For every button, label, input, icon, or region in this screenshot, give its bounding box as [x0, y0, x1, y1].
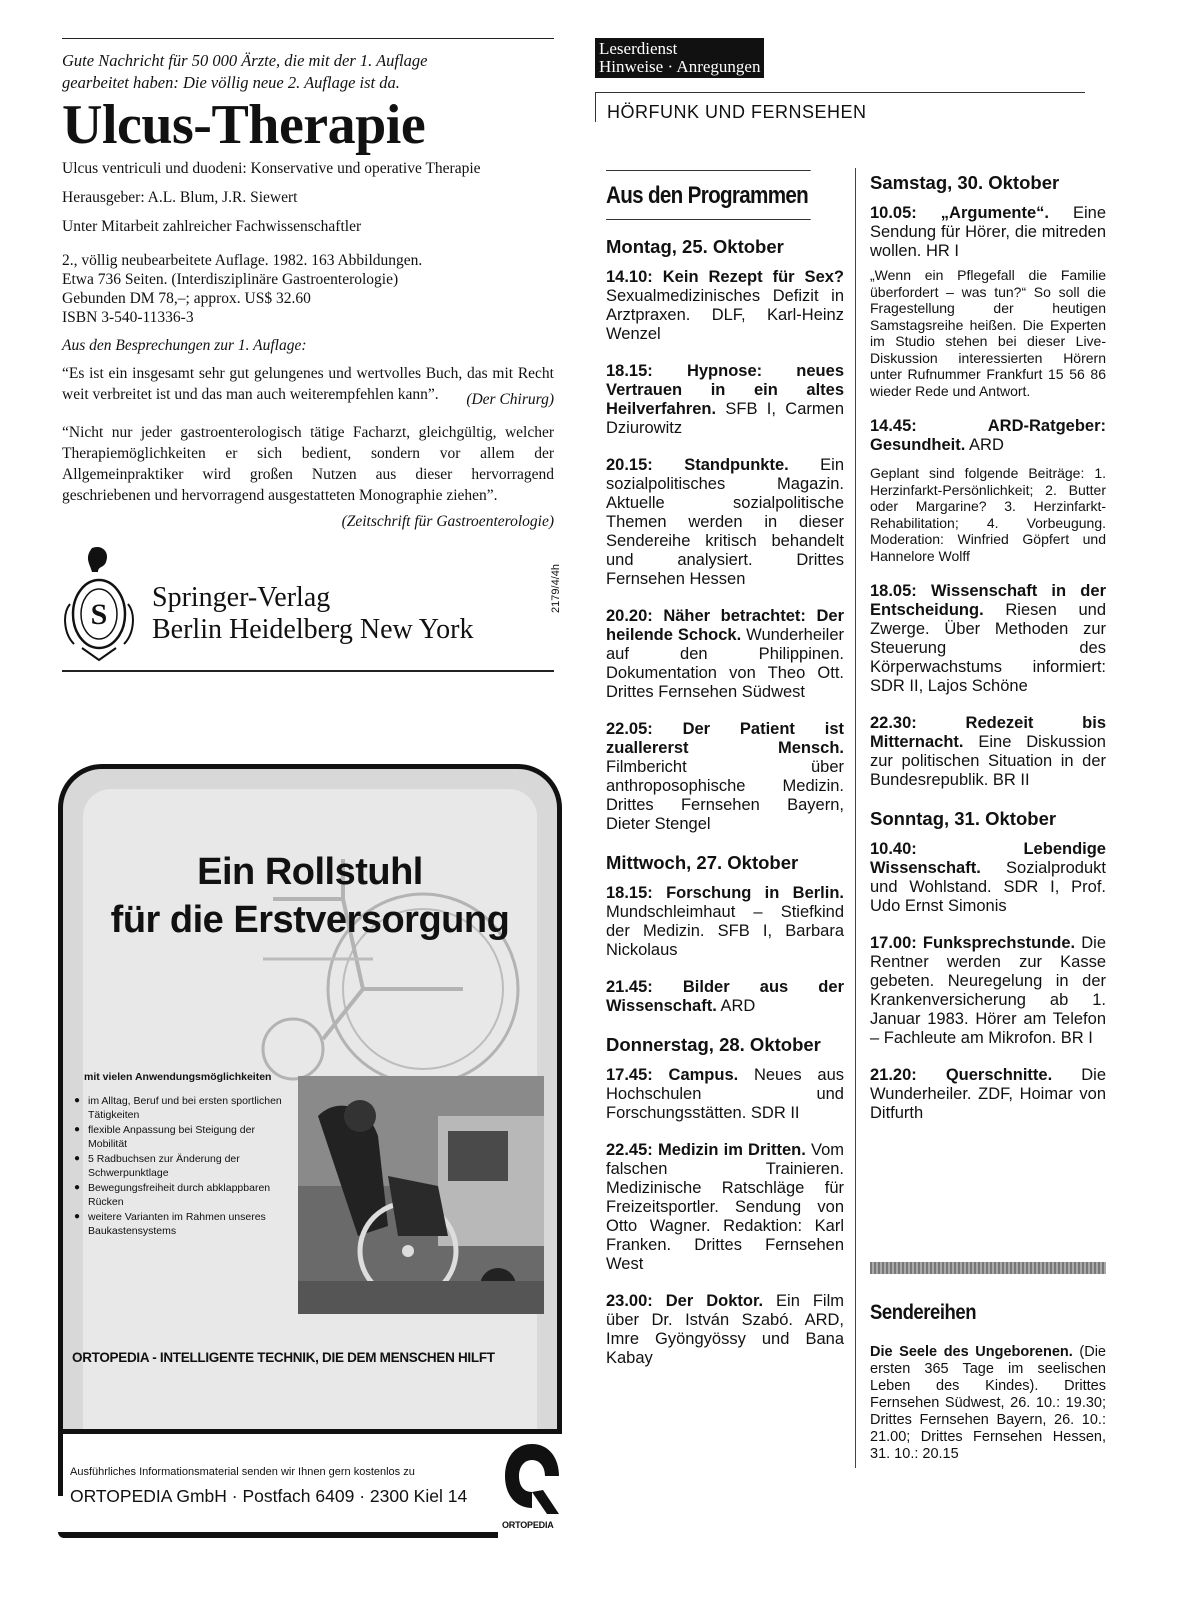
program-entry — [606, 978, 844, 1016]
feature-item: ● Bewegungsfreiheit durch abklappbaren Rücken — [74, 1181, 294, 1209]
program-entry — [870, 840, 1106, 916]
program-description: ARD — [965, 436, 1004, 454]
program-entry — [606, 362, 844, 438]
publisher-name: Springer-Verlag — [152, 582, 331, 613]
header-rule — [595, 92, 1085, 93]
frame-left-edge — [58, 1418, 63, 1496]
feature-item: ● weitere Varianten im Rahmen unseres Baukastensystems — [74, 1210, 294, 1238]
ortopedia-logo-text: ORTOPEDIA — [502, 1520, 554, 1530]
program-entry — [606, 1141, 844, 1274]
info-line: Ausführliches Informationsmaterial senden wir Ihnen gern kostenlos zu — [70, 1466, 415, 1478]
reviews-heading: Aus den Besprechungen zur 1. Auflage: — [62, 337, 307, 354]
program-time-title: 21.45: Bilder aus der Wissenschaft. — [606, 978, 844, 1015]
program-description: Vom falschen Trainieren. Medizinische Ratschläge für Freizeitsportler. Sendung von Otto Wagner. Redaktion: Karl Franken. Drittes Fernsehen West — [606, 1141, 844, 1273]
program-description: Sexualmedizinisches Defizit in Arztpraxen. DLF, Karl-Heinz Wenzel — [606, 287, 844, 343]
program-entry — [606, 607, 844, 702]
program-time-title: 14.45: ARD-Ratgeber: Gesundheit. — [870, 417, 1106, 454]
header-vertical-rule — [595, 92, 596, 122]
program-time-title: 18.05: Wissenschaft in der Entscheidung. — [870, 582, 1106, 619]
program-entry — [870, 934, 1106, 1048]
program-note: „Wenn ein Pflegefall die Familie überfordert – was tun?“ So soll die Fragestellung der heutigen Samstagsreihe heißen. Die Experten im Studio stehen bei dieser Live-Diskussion interessierten Hörern unter Rufnummer Frankfurt 15 56 86 wieder Rede und Antwort. — [870, 267, 1106, 399]
program-time-title: 10.40: Lebendige Wissenschaft. — [870, 840, 1106, 877]
series-description: (Die ersten 365 Tage im seelischen Leben des Kindes). Drittes Fernsehen Südwest, 26. 10.: 19.30; Drittes Fernsehen Bayern, 26. 10.: 21.00; Drittes Fernsehen Hessen, 31. 10.: 20.15 — [870, 1344, 1106, 1462]
fact-pages: Etwa 736 Seiten. (Interdisziplinäre Gastroenterologie) — [62, 271, 399, 288]
program-entry — [870, 582, 1106, 696]
tagline-line-2: gearbeitet haben: Die völlig neue 2. Auflage ist da. — [62, 73, 400, 92]
feature-item: ● flexible Anpassung bei Steigung der Mobilität — [74, 1123, 294, 1151]
program-column-2 — [870, 172, 1106, 1141]
headline-line-2: für die Erstversorgung — [110, 899, 510, 941]
program-description: Sozialprodukt und Wohlstand. SDR I, Prof. Udo Ernst Simonis — [870, 859, 1106, 915]
ad-headline — [58, 848, 562, 944]
program-entry — [870, 204, 1106, 261]
program-time-title: 18.15: Forschung in Berlin. — [606, 884, 844, 902]
review-source-2: (Zeitschrift für Gastroenterologie) — [341, 513, 554, 530]
ad-code: 2179/4/4h — [550, 564, 562, 613]
book-collaboration: Unter Mitarbeit zahlreicher Fachwissenschaftler — [62, 218, 362, 235]
program-description: Ein Film über Dr. István Szabó. ARD, Imre Gyöngyössy und Bana Kabay — [606, 1292, 845, 1367]
program-description: Eine Sendung für Hörer, die mitreden wollen. HR I — [870, 204, 1106, 260]
program-time-title: 17.00: Funksprechstunde. — [870, 934, 1076, 952]
program-time-title: 20.15: Standpunkte. — [606, 456, 789, 474]
day-heading-thursday: Donnerstag, 28. Oktober — [606, 1034, 821, 1055]
program-description: Eine Diskussion zur politischen Situation in der Bundesrepublik. BR II — [870, 733, 1106, 789]
program-description: Die Wunderheiler. ZDF, Hoimar von Ditfurth — [870, 1066, 1106, 1122]
program-description: Riesen und Zwerge. Über Methoden zur Steuerung des Körperwachstums informiert: SDR II, Lajos Schöne — [870, 601, 1106, 695]
series-title: Die Seele des Ungeborenen. — [870, 1344, 1073, 1360]
wheelchair-photo-illustration — [298, 1076, 544, 1314]
section-title: HÖRFUNK UND FERNSEHEN — [607, 102, 867, 122]
program-entry — [606, 1292, 844, 1368]
program-description: Mundschleimhaut – Stiefkind der Medizin. SFB I, Barbara Nickolaus — [606, 903, 844, 959]
feature-item: ● im Alltag, Beruf und bei ersten sportlichen Tätigkeiten — [74, 1094, 294, 1122]
programs-heading: Aus den Programmen — [606, 170, 811, 220]
sendereihen-section — [870, 1300, 1106, 1478]
book-facts — [62, 251, 554, 327]
fact-price: Gebunden DM 78,–; approx. US$ 32.60 — [62, 290, 311, 307]
day-heading-monday: Montag, 25. Oktober — [606, 236, 784, 257]
badge-line-1: Leserdienst — [599, 39, 678, 58]
program-time-title: 10.05: „Argumente“. — [870, 204, 1049, 222]
program-time-title: 20.20: Näher betrachtet: Der heilende Schock. — [606, 607, 844, 644]
feature-item: ● 5 Radbuchsen zur Änderung der Schwerpunktlage — [74, 1152, 294, 1180]
svg-text:S: S — [90, 598, 108, 631]
program-entry — [606, 456, 844, 589]
program-time-title: 18.15: Hypnose: neues Vertrauen in ein altes Heilverfahren. — [606, 362, 844, 418]
sendereihen-heading: Sendereihen — [870, 1301, 977, 1324]
leserdienst-badge — [595, 38, 764, 78]
ad-footer — [58, 1424, 560, 1552]
company-address: ORTOPEDIA GmbH · Postfach 6409 · 2300 Kiel 14 — [70, 1486, 468, 1506]
program-description: Wunderheiler auf den Philippinen. Dokumentation von Theo Ott. Drittes Fernsehen Südwest — [606, 626, 844, 701]
program-description: SFB I, Carmen Dziurowitz — [606, 400, 844, 437]
program-entry — [606, 1066, 844, 1123]
day-heading-saturday: Samstag, 30. Oktober — [870, 172, 1060, 193]
leserdienst-header — [595, 38, 764, 78]
springer-knight-logo-icon — [62, 544, 136, 662]
publisher-cities: Berlin Heidelberg New York — [152, 614, 474, 645]
column-divider — [855, 168, 856, 1468]
top-rule — [62, 38, 554, 39]
features-block — [74, 1070, 294, 1239]
program-time-title: 17.45: Campus. — [606, 1066, 739, 1084]
program-time-title: 22.05: Der Patient ist zuallererst Mensch. — [606, 720, 844, 757]
review-source-1: (Der Chirurg) — [466, 391, 554, 408]
program-time-title: 22.30: Redezeit bis Mitternacht. — [870, 714, 1106, 751]
day-heading-wednesday: Mittwoch, 27. Oktober — [606, 852, 799, 873]
publisher-block — [62, 544, 562, 664]
program-description: Ein sozialpolitisches Magazin. Aktuelle sozialpolitische Themen werden in dieser Sendereihe kritisch behandelt und analysiert. Drittes Fernsehen Hessen — [606, 456, 844, 588]
program-column-1 — [606, 170, 844, 1386]
program-description: Neues aus Hochschulen und Forschungsstätten. SDR II — [606, 1066, 844, 1122]
program-time-title: 21.20: Querschnitte. — [870, 1066, 1053, 1084]
program-entry — [870, 714, 1106, 790]
program-time-title: 14.10: Kein Rezept für Sex? — [606, 268, 844, 286]
review-quote-1: “Es ist ein insgesamt sehr gut gelungenes und wertvolles Buch, das mit Recht weit verbreitet ist und das man auch weiterempfehlen kann”. — [62, 365, 554, 403]
book-title: Ulcus-Therapie — [62, 94, 426, 156]
review-quote-2: “Nicht nur jeder gastroenterologisch tätige Facharzt, gleichgültig, welcher Therapiemöglichkeiten er sich bedient, sondern vor allem der Allgemeinpraktiker wird großen Nutzen aus dieser hervorragend geschriebenen und hervorragend ausgestatteten Monographie ziehen”. — [62, 424, 554, 504]
tagline-line-1: Gute Nachricht für 50 000 Ärzte, die mit der 1. Auflage — [62, 51, 428, 70]
ortopedia-logo-icon — [503, 1440, 561, 1518]
program-time-title: 23.00: Der Doktor. — [606, 1292, 764, 1310]
badge-line-2: Hinweise · Anregungen — [599, 57, 761, 76]
fact-isbn: ISBN 3-540-11336-3 — [62, 309, 194, 326]
springer-advertisement — [62, 38, 562, 672]
day-heading-sunday: Sonntag, 31. Oktober — [870, 808, 1057, 829]
publisher-name-block — [152, 582, 473, 646]
program-description: Filmbericht über anthroposophische Medizin. Drittes Fernsehen Bayern, Dieter Stengel — [606, 758, 844, 833]
program-entry — [606, 884, 844, 960]
headline-line-1: Ein Rollstuhl — [197, 851, 423, 893]
features-list — [74, 1094, 294, 1238]
bottom-rule — [62, 670, 554, 672]
book-editors: Herausgeber: A.L. Blum, J.R. Siewert — [62, 189, 298, 206]
section-separator-bar — [870, 1262, 1106, 1274]
book-subtitle: Ulcus ventriculi und duodeni: Konservative und operative Therapie — [62, 160, 481, 177]
program-time-title: 22.45: Medizin im Dritten. — [606, 1141, 806, 1159]
ortopedia-advertisement — [58, 764, 560, 1552]
wheelchair-photo — [298, 1076, 544, 1314]
ad-slogan: ORTOPEDIA - INTELLIGENTE TECHNIK, DIE DEM MENSCHEN HILFT — [72, 1350, 495, 1365]
frame-bottom-edge — [58, 1532, 498, 1538]
program-entry — [870, 1066, 1106, 1123]
program-note: Geplant sind folgende Beiträge: 1. Herzinfarkt-Persönlichkeit; 2. Butter oder Margarine? 3. Herzinfarkt-Rehabilitation; 4. Vorbeugung. Moderation: Winfried Göpfert und Hannelore Wolff — [870, 465, 1106, 564]
program-description: ARD — [716, 997, 756, 1015]
program-description: Die Rentner werden zur Kasse gebeten. Neuregelung in der Krankenversicherung ab 1. Januar 1983. Hörer am Telefon – Fachleute am Mikrofon. BR I — [870, 934, 1106, 1047]
program-entry — [606, 268, 844, 344]
series-entry — [870, 1344, 1106, 1463]
features-heading: mit vielen Anwendungsmöglichkeiten — [84, 1071, 272, 1083]
program-entry — [606, 720, 844, 834]
program-entry — [870, 417, 1106, 455]
fact-edition: 2., völlig neubearbeitete Auflage. 1982. 163 Abbildungen. — [62, 252, 423, 269]
